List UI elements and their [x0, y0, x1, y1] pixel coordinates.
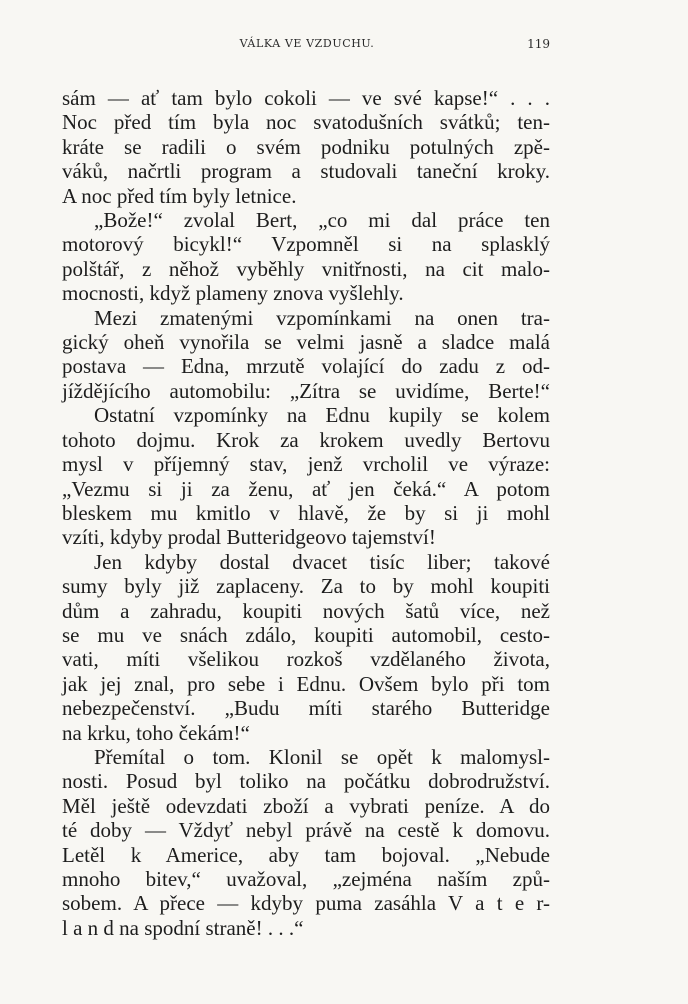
text-line: Ostatní vzpomínky na Ednu kupily se kolem	[94, 403, 550, 428]
text-line: „Vezmu si ji za ženu, ať jen čeká.“ A potom	[62, 476, 550, 501]
text-line: nebezpečenství. „Budu míti starého Butteridge	[62, 696, 550, 721]
text-line: „Bože!“ zvolal Bert, „co mi dal práce ten	[94, 208, 550, 233]
text-line: Letěl k Americe, aby tam bojoval. „Nebude	[62, 842, 550, 867]
text-line: na krku, toho čekám!“	[62, 720, 250, 745]
text-line: Mezi zmatenými vzpomínkami na onen tra-	[94, 305, 550, 330]
text-line: Měl ještě odevzdati zboží a vybrati peníze. A do	[62, 793, 550, 818]
text-line: mocnosti, když plameny znova vyšlehly.	[62, 281, 404, 306]
text-line: váků, načrtli program a studovali taneční kroky.	[62, 159, 550, 184]
text-line: Přemítal o tom. Klonil se opět k malomysl-	[94, 744, 550, 769]
body-text	[62, 86, 550, 940]
page-number: 119	[527, 37, 550, 51]
text-line: sumy byly již zaplaceny. Za to by mohl koupiti	[62, 574, 550, 599]
paragraph	[62, 403, 550, 549]
text-line: postava — Edna, mrzutě volající do zadu z od-	[62, 354, 550, 379]
paragraph	[62, 306, 550, 404]
text-line: sobem. A přece — kdyby puma zasáhla V a t e r-	[62, 891, 550, 916]
text-line: l a n d na spodní straně! . . .“	[62, 915, 304, 940]
text-line: vzíti, kdyby prodal Butteridgeovo tajemství!	[62, 525, 436, 550]
paragraph	[62, 86, 550, 208]
text-line: nosti. Posud byl toliko na počátku dobrodružství.	[62, 769, 550, 794]
chapter-title: VÁLKA VE VZDUCHU.	[239, 37, 375, 50]
text-line: jak jej znal, pro sebe i Ednu. Ovšem bylo při tom	[62, 671, 550, 696]
text-line: sám — ať tam bylo cokoli — ve své kapse!“ . . .	[62, 86, 550, 110]
text-line: motorový bicykl!“ Vzpomněl si na splasklý	[62, 232, 550, 257]
paragraph	[62, 208, 550, 306]
text-line: Jen kdyby dostal dvacet tisíc liber; takové	[94, 549, 550, 574]
text-line: mysl v příjemný stav, jenž vrcholil ve výraze:	[62, 452, 550, 477]
text-line: té doby — Vždyť nebyl právě na cestě k domovu.	[62, 818, 550, 843]
text-line: kráte se radili o svém podniku potulných zpě-	[62, 134, 550, 159]
running-head	[64, 37, 550, 57]
text-line: A noc před tím byly letnice.	[62, 183, 297, 208]
text-line: mnoho bitev,“ uvažoval, „zejména naším způ-	[62, 867, 550, 891]
text-line: bleskem mu kmitlo v hlavě, že by si ji mohl	[62, 500, 550, 525]
text-line: dům a zahradu, koupiti nových šatů více, než	[62, 598, 550, 623]
text-line: Noc před tím byla noc svatodušních svátků; ten-	[62, 110, 550, 135]
text-line: jíždějícího automobilu: „Zítra se uvidíme, Berte!“	[62, 378, 550, 403]
paragraph	[62, 745, 550, 940]
text-line: tohoto dojmu. Krok za krokem uvedly Bertovu	[62, 427, 550, 452]
text-line: polštář, z něhož vyběhly vnitřnosti, na cit malo-	[62, 256, 550, 281]
text-line: gický oheň vynořila se velmi jasně a sladce malá	[62, 330, 550, 355]
text-line: se mu ve snách zdálo, koupiti automobil, cesto-	[62, 622, 550, 647]
text-line: vati, míti všelikou rozkoš vzdělaného života,	[62, 647, 550, 672]
paragraph	[62, 550, 550, 745]
